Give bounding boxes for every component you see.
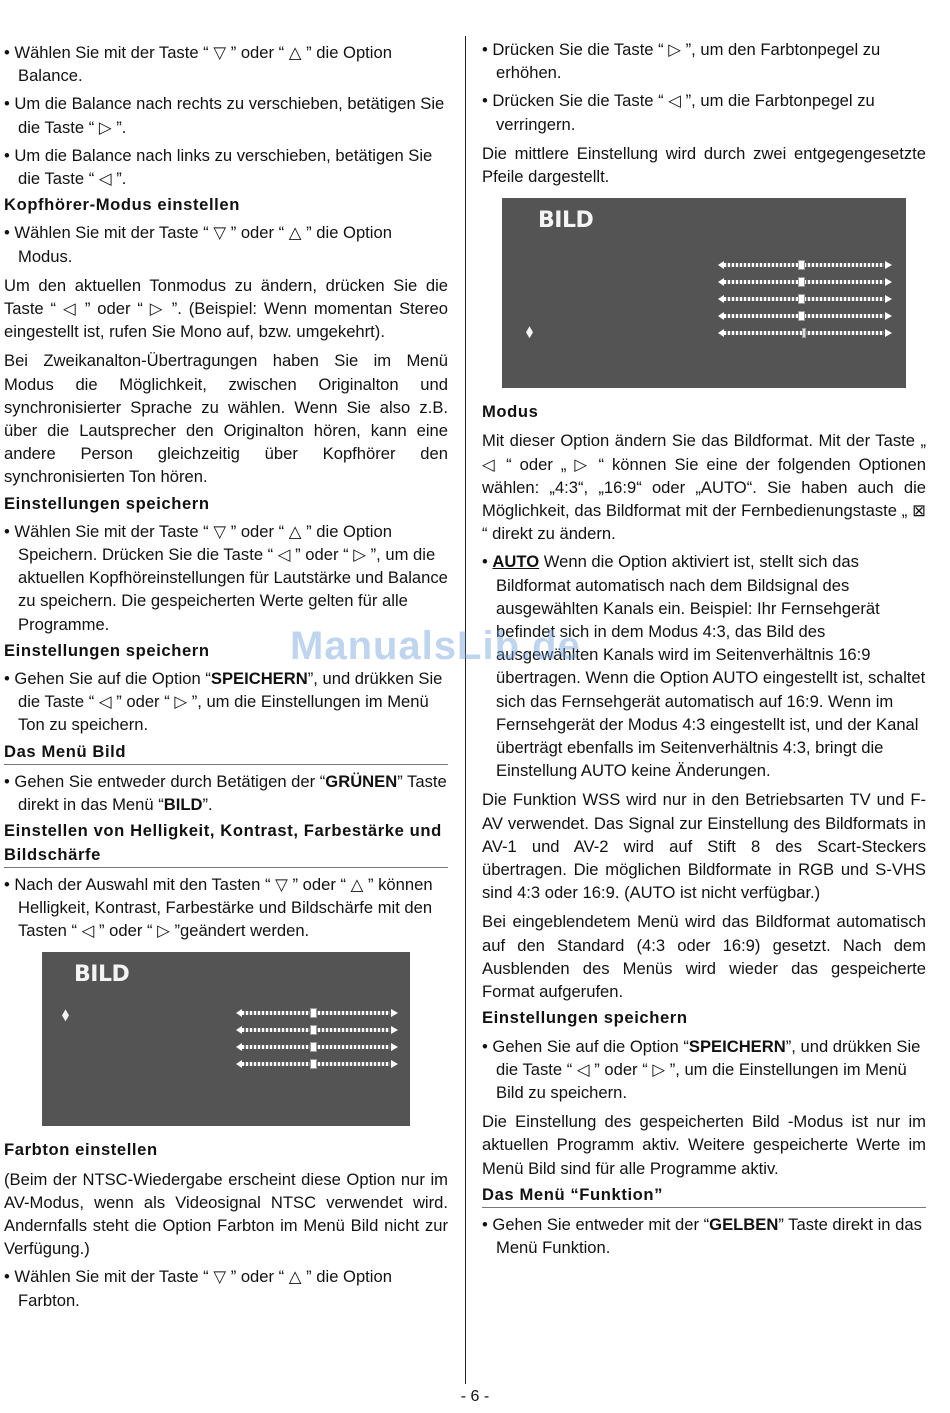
text: ” Taste direkt in das Menü Funktion. bbox=[496, 1214, 922, 1258]
osd-slider bbox=[236, 1026, 398, 1034]
osd-slider bbox=[718, 312, 892, 320]
bold-speichern: SPEICHERN bbox=[688, 1036, 786, 1056]
page-number: - 6 - bbox=[460, 1388, 490, 1405]
auto-label: AUTO bbox=[492, 552, 540, 572]
text: ”. bbox=[202, 795, 213, 815]
heading-modus: Modus bbox=[482, 402, 539, 422]
osd-slider bbox=[718, 295, 892, 303]
para-mittlere-einstellung: Die mittlere Einstellung wird durch zwei entgegengesetzte Pfeile dargestellt. bbox=[482, 143, 926, 187]
text: ”, und drükken Sie die Taste “ ◁ ” oder “ ▷ ”, um die Einstellungen im Menü Ton zu speichern. bbox=[18, 669, 443, 735]
bullet-speichern-bild bbox=[482, 1035, 926, 1105]
osd-title: BILD bbox=[538, 208, 594, 234]
bullet-balance-select: • Wählen Sie mit der Taste “ ▽ ” oder “ △ ” die Option Balance. bbox=[4, 43, 392, 86]
bold-gelben: GELBEN bbox=[709, 1214, 779, 1234]
left-column bbox=[4, 36, 448, 1312]
para-zweikanalton: Bei Zweikanalton-Übertragungen haben Sie im Menü Modus die Möglichkeit, zwischen Originalton und synchronisierter Sprache zu wählen. Wenn Sie also z.B. über die Lautsprecher den Originalton hören, kann eine andere Person gleichzeitig über Kopfhörer den synchronisierten Ton hören. bbox=[4, 351, 448, 487]
bullet-auto: • AUTO Wenn die Option aktiviert ist, stellt sich das Bildformat automatisch nach dem Bildsignal des ausgewählten Kanals ein. Beispiel: Ihr Fernsehgerät befindet sich in dem Modus 4:3, das Bild des ausgewählten Kanals wird im Seitenverhältnis 16:9 übertragen. Wenn die Option AUTO eingestellt ist, schaltet sich das Fernsehgerät automatisch auf 16:9. Wenn im Fernsehgerät der Modus 4:3 eingestellt ist, und der Kanal überträgt ebenfalls im Seitenverhältnis 4:3, bringt die Einstellung AUTO keine Änderungen. bbox=[482, 552, 926, 781]
osd-slider bbox=[718, 261, 892, 269]
heading-einstellungen-speichern-3: Einstellungen speichern bbox=[482, 1008, 688, 1028]
bullet-balance-right: • Um die Balance nach rechts zu verschieben, betätigen Sie die Taste “ ▷ ”. bbox=[4, 94, 445, 137]
osd-slider bbox=[718, 278, 892, 286]
para-eingeblendetes-menue: Bei eingeblendetem Menü wird das Bildformat automatisch auf den Standard (4:3 oder 16:9) gesetzt. Nach dem Ausblenden des Menüs wird wieder das gespeicherte Format aufgerufen. bbox=[482, 912, 926, 1002]
bullet-modus-select: • Wählen Sie mit der Taste “ ▽ ” oder “ △ ” die Option Modus. bbox=[4, 223, 392, 266]
heading-farbton: Farbton einstellen bbox=[4, 1140, 158, 1160]
heading-menue-bild: Das Menü Bild bbox=[4, 740, 448, 765]
para-tonmodus: Um den aktuellen Tonmodus zu ändern, drücken Sie die Taste “ ◁ ” oder “ ▷ ”. (Beispiel: Wenn momentan Stereo eingestellt ist, rufen Sie Mono auf, bzw. umgekehrt). bbox=[4, 275, 448, 342]
bullet-balance-left: • Um die Balance nach links zu verschieben, betätigen Sie die Taste “ ◁ ”. bbox=[4, 145, 433, 189]
text: Wenn die Option aktiviert ist, stellt sich das Bildformat automatisch nach dem Bildsignal des ausgewählten Kanals ein. Beispiel: Ihr Fernsehgerät befindet sich in dem Modus 4:3, das Bild des ausgewählten Kanals wird im Seitenverhältnis 16:9 übertragen. Wenn die Option AUTO eingestellt ist, schaltet sich das Fernsehgerät automatisch auf 16:9. Wenn im Fernsehgerät der Modus 4:3 eingestellt ist, und der Kanal überträgt ebenfalls im Seitenverhältnis 4:3, bringt die Einstellung AUTO keine Änderungen. bbox=[496, 552, 926, 781]
osd-bild-menu-left bbox=[42, 952, 410, 1126]
heading-einstellungen-speichern-2: Einstellungen speichern bbox=[4, 640, 210, 660]
bullet-farbton-erhoehen: • Drücken Sie die Taste “ ▷ ”, um den Farbtonpegel zu erhöhen. bbox=[482, 40, 881, 83]
text: ”, und drükken Sie die Taste “ ◁ ” oder “ ▷ ”, um die Einstellungen im Menü Bild zu speichern. bbox=[496, 1036, 921, 1102]
heading-einstellungen-speichern-1: Einstellungen speichern bbox=[4, 493, 210, 513]
bullet-gelbe-taste bbox=[482, 1213, 926, 1259]
bold-gruenen: GRÜNEN bbox=[325, 771, 398, 791]
bullet-gruene-taste bbox=[4, 770, 448, 816]
bullet-farbton-verringern: • Drücken Sie die Taste “ ◁ ”, um die Farbtonpegel zu verringern. bbox=[482, 91, 875, 134]
heading-helligkeit-kontrast: Einstellen von Helligkeit, Kontrast, Farbestärke und Bildschärfe bbox=[4, 819, 448, 867]
para-bildformat: Mit dieser Option ändern Sie das Bildformat. Mit der Taste „ ◁ “ oder „ ▷ “ können Sie eine der folgenden Optionen wählen: „4:3“, „16:9“ oder „AUTO“. Sie haben auch die Möglichkeit, das Bildformat mit der Fernbedienungstaste „ ⊠ “ direkt zu ändern. bbox=[482, 431, 926, 544]
osd-cursor-icon bbox=[62, 1009, 69, 1021]
watermark: ManualsLib.de bbox=[290, 624, 581, 668]
osd-slider bbox=[236, 1060, 398, 1068]
osd-slider bbox=[236, 1043, 398, 1051]
bold-speichern: SPEICHERN bbox=[210, 669, 308, 689]
para-ntsc: (Beim der NTSC-Wiedergabe erscheint diese Option nur im AV-Modus, wenn als Videosignal NTSC verwendet wird. Andernfalls steht die Option Farbton im Menü Bild nicht zur Verfügung.) bbox=[4, 1169, 448, 1259]
osd-slider-center bbox=[718, 329, 892, 337]
text: ” Taste direkt in das Menü “ bbox=[18, 771, 447, 815]
text: • Gehen Sie auf die Option “ bbox=[4, 669, 211, 689]
bold-bild: BILD bbox=[163, 795, 203, 815]
heading-kopfhoerer-modus: Kopfhörer-Modus einstellen bbox=[4, 195, 240, 215]
bullet-farbton-select: • Wählen Sie mit der Taste “ ▽ ” oder “ △ ” die Option Farbton. bbox=[4, 1267, 392, 1310]
text: • Gehen Sie auf die Option “ bbox=[482, 1036, 689, 1056]
bullet-helligkeit-tasten: • Nach der Auswahl mit den Tasten “ ▽ ” oder “ △ ” können Helligkeit, Kontrast, Farbestärke und Bildschärfe mit den Tasten “ ◁ ” oder “ ▷ ”geändert werden. bbox=[4, 874, 433, 941]
osd-slider bbox=[236, 1009, 398, 1017]
para-gespeicherter-modus: Die Einstellung des gespeicherten Bild -Modus ist nur im aktuellen Programm aktiv. Weitere gespeicherte Werte im Menü Bild sind für alle Programme aktiv. bbox=[482, 1112, 926, 1178]
osd-bild-menu-right bbox=[502, 198, 906, 388]
heading-menue-funktion: Das Menü “Funktion” bbox=[482, 1183, 926, 1208]
text: • Gehen Sie entweder mit der “ bbox=[482, 1214, 710, 1234]
column-divider bbox=[465, 36, 466, 1384]
para-wss: Die Funktion WSS wird nur in den Betriebsarten TV und F-AV verwendet. Das Signal zur Einstellung des Bildformats in AV-1 und AV-2 wird auf Stift 8 des Scart-Steckers übertragen. Die möglichen Bildformate in RGB und S-VHS sind 4:3 oder 16:9. (AUTO ist nicht verfügbar.) bbox=[482, 790, 926, 903]
osd-title: BILD bbox=[74, 962, 130, 988]
bullet-speichern-kopfhoerer: • Wählen Sie mit der Taste “ ▽ ” oder “ △ ” die Option Speichern. Drücken Sie die Taste “ ◁ ” oder “ ▷ ”, um die aktuellen Kopfhöreinstellungen für Lautstärke und Balance zu speichern. Die gespeicherten Werte gelten für alle Programme. bbox=[4, 521, 448, 634]
bullet-speichern-ton bbox=[4, 667, 448, 737]
osd-cursor-icon bbox=[526, 326, 533, 338]
text: • Gehen Sie entweder durch Betätigen der “ bbox=[4, 771, 326, 791]
